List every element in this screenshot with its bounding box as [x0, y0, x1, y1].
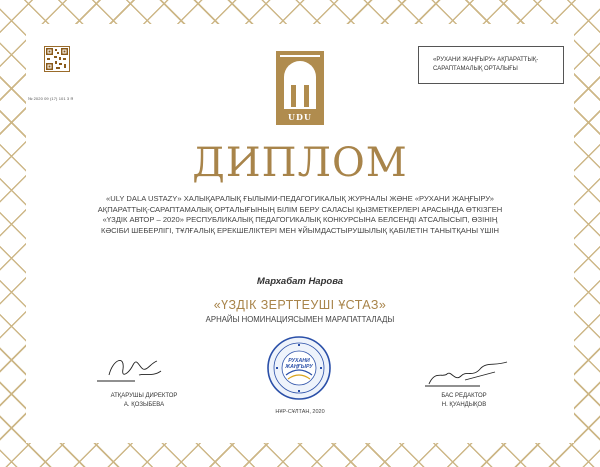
recipient-name: Мархабат Нарова [256, 276, 344, 287]
diploma-title: ДИПЛОМ [192, 140, 408, 186]
center-name: «РУХАНИ ЖАҢҒЫРУ» АҚПАРАТТЫҚ-САРАПТАМАЛЫҚ ОРТАЛЫҒЫ [433, 57, 539, 72]
city-year: НҰР-СҰЛТАН, 2020 [275, 409, 325, 415]
qr-code-icon [44, 46, 70, 72]
logo-label: UDU [288, 112, 312, 122]
awarded-text: АРНАЙЫ НОМИНАЦИЯСЫМЕН МАРАПАТТАЛАДЫ [205, 315, 395, 324]
left-signer-name: А. ҚОЗЫБЕВА [123, 402, 165, 408]
diploma-body-text: «ULY DALA USTAZY» ХАЛЫҚАРАЛЫҚ ҒЫЛЫМИ-ПЕДАГОГИКАЛЫҚ ЖУРНАЛЫ ЖӘНЕ «РУХАНИ ЖАҢҒЫРУ» АҚПАРАТТЫҚ-САРАПТАМАЛЫҚ ОРТАЛЫҒЫНЫҢ БІЛІМ БЕРУ САЛАСЫ ҚЫЗМЕТКЕРЛЕРІ АРАСЫНДА ӨТКІЗГЕН «ҮЗДІК АВТОР – 2020» РЕСПУБЛИКАЛЫҚ ПЕДАГОГИКАЛЫҚ КОНКУРСЫНА БЕЛСЕНДІ АТСАЛЫСЫП, ӨЗІНІҢ КӘСІБИ ШЕБЕРЛІГІ, ТҰЛҒАЛЫҚ ЕРЕКШЕЛІКТЕРІ МЕН ҰЙЫМДАСТЫРУШЫЛЫҚ ҚАБІЛЕТІН ТАНЫТҚАНЫ ҮШІН [97, 194, 503, 235]
right-signature [425, 360, 515, 390]
left-signature [95, 353, 185, 387]
seal-text: РУХАНИ ЖАҢҒЫРУ [285, 358, 313, 370]
right-signer-role: БАС РЕДАКТОР [441, 393, 487, 399]
right-signer-name: Н. ҚУАНДЫҚОВ [441, 402, 487, 408]
nomination-title: «ҮЗДІК ЗЕРТТЕУШІ ҰСТАЗ» [213, 298, 387, 312]
left-signer-role: АТҚАРУШЫ ДИРЕКТОР [110, 393, 178, 399]
document-number: № 2020 09 (17) 101 3 Я [28, 96, 74, 101]
center-name-box [418, 46, 564, 84]
